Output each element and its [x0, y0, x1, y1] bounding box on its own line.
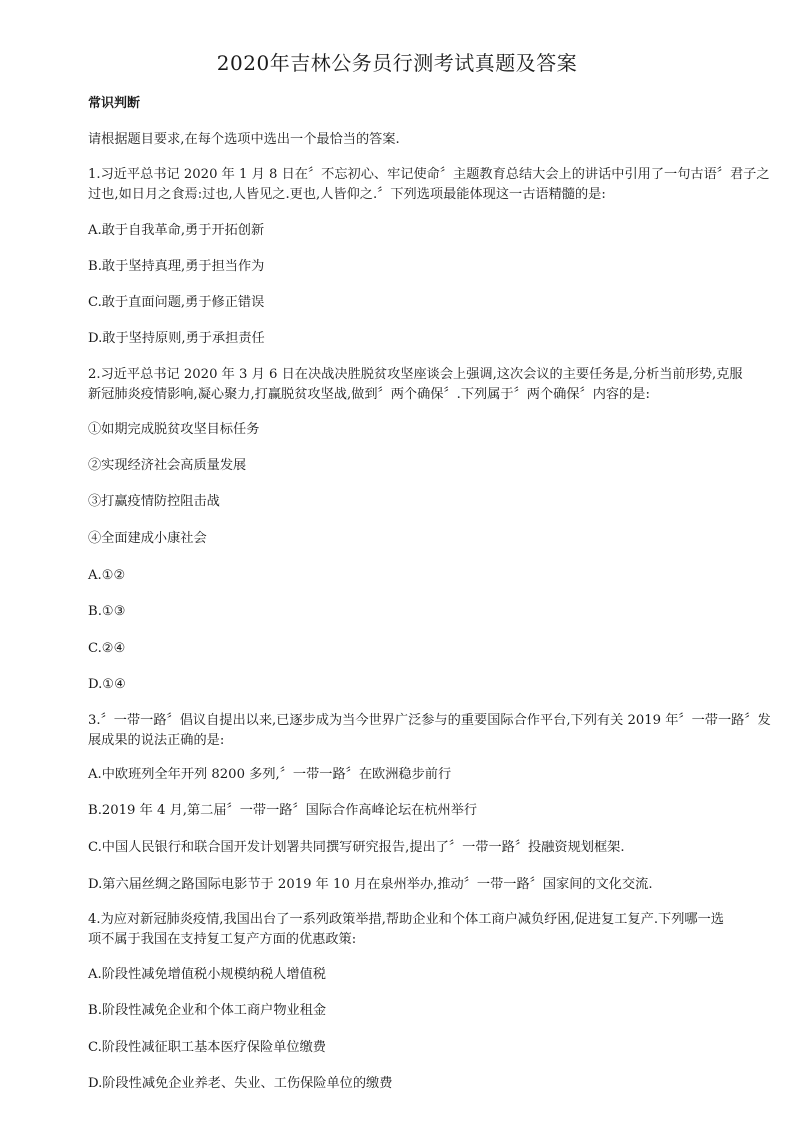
q2-option-b: B.①③: [88, 604, 126, 619]
q4-option-c: C.阶段性减征职工基本医疗保险单位缴费: [88, 1040, 326, 1055]
q3-option-c: C.中国人民银行和联合国开发计划署共同撰写研究报告,提出了〞一带一路〞投融资规划框架.: [88, 840, 625, 855]
instructions: 请根据题目要求,在每个选项中选出一个最恰当的答案.: [88, 132, 400, 147]
q2-option-c: C.②④: [88, 641, 126, 656]
q1-stem-line2: 过也,如日月之食焉:过也,人皆见之.更也,人皆仰之.〞下列选项最能体现这一古语精髓的是:: [88, 187, 606, 202]
q2-item-2: ②实现经济社会高质量发展: [88, 458, 247, 473]
q3-stem-line1: 3.〞一带一路〞倡议自提出以来,已逐步成为当今世界广泛参与的重要国际合作平台,下列有关 2019 年〞一带一路〞发: [88, 713, 771, 728]
q4-option-b: B.阶段性减免企业和个体工商户物业租金: [88, 1003, 327, 1018]
q2-option-d: D.①④: [88, 677, 126, 692]
q3-option-a: A.中欧班列全年开列 8200 多列,〞一带一路〞在欧洲稳步前行: [88, 767, 452, 782]
q4-stem-line1: 4.为应对新冠肺炎疫情,我国出台了一系列政策举措,帮助企业和个体工商户减负纾困,促进复工复产.下列哪一选: [88, 912, 724, 927]
q3-stem-line2: 展成果的说法正确的是:: [88, 733, 225, 748]
section-heading: 常识判断: [88, 96, 141, 111]
q1-option-c: C.敢于直面问题,勇于修正错误: [88, 295, 265, 310]
q1-option-d: D.敢于坚持原则,勇于承担责任: [88, 331, 265, 346]
q1-stem-line1: 1.习近平总书记 2020 年 1 月 8 日在〞不忘初心、牢记使命〞主题教育总结大会上的讲话中引用了一句古语〞君子之: [88, 167, 770, 182]
q3-option-d: D.第六届丝绸之路国际电影节于 2019 年 10 月在泉州举办,推动〞一带一路〞国家间的文化交流.: [88, 877, 653, 892]
document-title: 2020年吉林公务员行测考试真题及答案: [216, 51, 578, 75]
q2-item-3: ③打赢疫情防控阻击战: [88, 494, 220, 509]
q4-stem-line2: 项不属于我国在支持复工复产方面的优惠政策:: [88, 932, 357, 947]
q2-stem-line2: 新冠肺炎疫情影响,凝心聚力,打赢脱贫攻坚战,做到〞两个确保〞.下列属于〞两个确保〞内容的是:: [88, 387, 650, 402]
q4-option-a: A.阶段性减免增值税小规模纳税人增值税: [88, 967, 326, 982]
q2-stem-line1: 2.习近平总书记 2020 年 3 月 6 日在决战决胜脱贫攻坚座谈会上强调,这次会议的主要任务是,分析当前形势,克服: [88, 367, 743, 382]
q4-option-d: D.阶段性减免企业养老、失业、工伤保险单位的缴费: [88, 1076, 393, 1091]
q2-item-1: ①如期完成脱贫攻坚目标任务: [88, 422, 260, 437]
q2-option-a: A.①②: [88, 568, 126, 583]
q1-option-b: B.敢于坚持真理,勇于担当作为: [88, 259, 265, 274]
q1-option-a: A.敢于自我革命,勇于开拓创新: [88, 223, 265, 238]
q2-item-4: ④全面建成小康社会: [88, 531, 207, 546]
q3-option-b: B.2019 年 4 月,第二届〞一带一路〞国际合作高峰论坛在杭州举行: [88, 803, 478, 818]
